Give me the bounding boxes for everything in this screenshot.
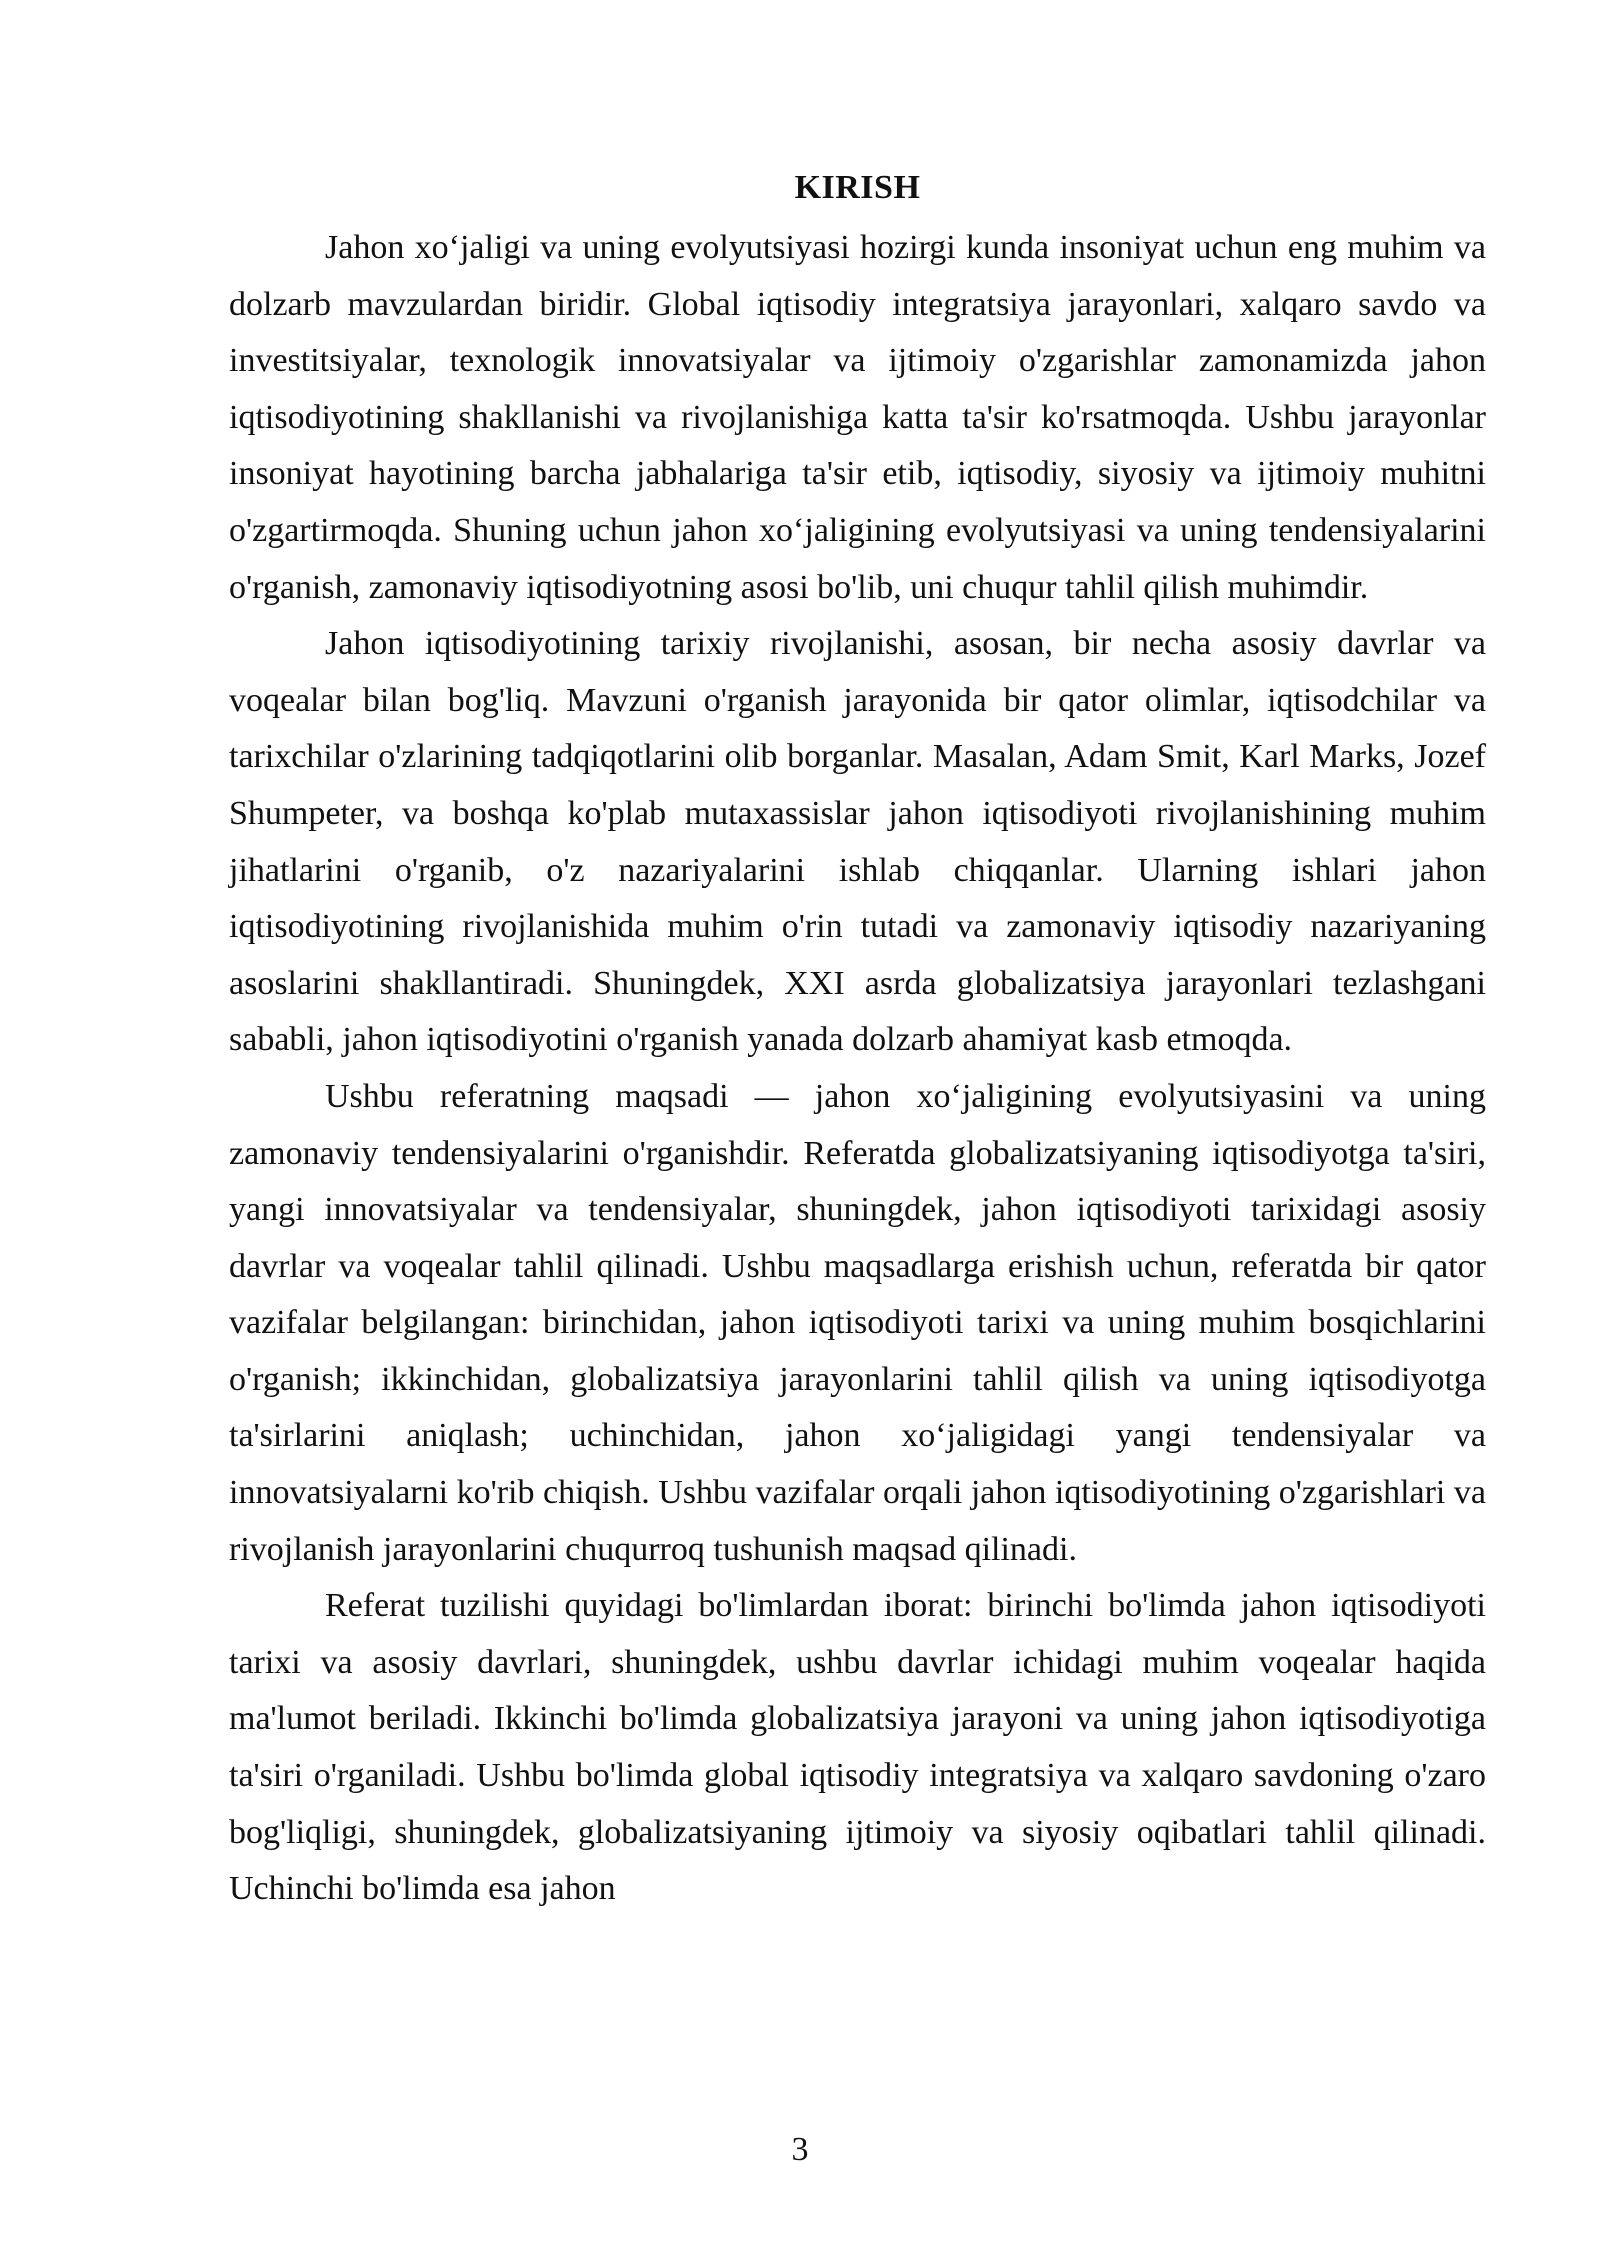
page-number: 3 bbox=[791, 2131, 809, 2168]
paragraph-2: Jahon iqtisodiyotining tarixiy rivojlanishi, asosan, bir necha asosiy davrlar va voqealar bilan bog'liq. Mavzuni o'rganish jarayonida bir qator olimlar, iqtisodchilar va tarixchilar o'zlarining tadqiqotlarini olib borganlar. Masalan, Adam Smit, Karl Marks, Jozef Shumpeter, va boshqa ko'plab mutaxassislar jahon iqtisodiyoti rivojlanishining muhim jihatlarini o'rganib, o'z nazariyalarini ishlab chiqqanlar. Ularning ishlari jahon iqtisodiyotining rivojlanishida muhim o'rin tutadi va zamonaviy iqtisodiy nazariyaning asoslarini shakllantiradi. Shuningdek, XXI asrda globalizatsiya jarayonlari tezlashgani sababli, jahon iqtisodiyotini o'rganish yanada dolzarb ahamiyat kasb etmoqda. bbox=[229, 625, 1486, 1059]
section-title: KIRISH bbox=[794, 169, 921, 206]
paragraph-1: Jahon xo‘jaligi va uning evolyutsiyasi hozirgi kunda insoniyat uchun eng muhim va dolzarb mavzulardan biridir. Global iqtisodiy integratsiya jarayonlari, xalqaro savdo va investitsiyalar, texnologik innovatsiyalar va ijtimoiy o'zgarishlar zamonamizda jahon iqtisodiyotining shakllanishi va rivojlanishiga katta ta'sir ko'rsatmoqda. Ushbu jarayonlar insoniyat hayotining barcha jabhalariga ta'sir etib, iqtisodiy, siyosiy va ijtimoiy muhitni o'zgartirmoqda. Shuning uchun jahon xo‘jaligining evolyutsiyasi va uning tendensiyalarini o'rganish, zamonaviy iqtisodiyotning asosi bo'lib, uni chuqur tahlil qilish muhimdir. bbox=[229, 229, 1486, 606]
paragraph-3: Ushbu referatning maqsadi — jahon xo‘jaligining evolyutsiyasini va uning zamonaviy tendensiyalarini o'rganishdir. Referatda globalizatsiyaning iqtisodiyotga ta'siri, yangi innovatsiyalar va tendensiyalar, shuningdek, jahon iqtisodiyoti tarixidagi asosiy davrlar va voqealar tahlil qilinadi. Ushbu maqsadlarga erishish uchun, referatda bir qator vazifalar belgilangan: birinchidan, jahon iqtisodiyoti tarixi va uning muhim bosqichlarini o'rganish; ikkinchidan, globalizatsiya jarayonlarini tahlil qilish va uning iqtisodiyotga ta'sirlarini aniqlash; uchinchidan, jahon xo‘jaligidagi yangi tendensiyalar va innovatsiyalarni ko'rib chiqish. Ushbu vazifalar orqali jahon iqtisodiyotining o'zgarishlari va rivojlanish jarayonlarini chuqurroq tushunish maqsad qilinadi. bbox=[229, 1077, 1486, 1568]
paragraph-4: Referat tuzilishi quyidagi bo'limlardan iborat: birinchi bo'limda jahon iqtisodiyoti tarixi va asosiy davrlari, shuningdek, ushbu davrlar ichidagi muhim voqealar haqida ma'lumot beriladi. Ikkinchi bo'limda globalizatsiya jarayoni va uning jahon iqtisodiyotiga ta'siri o'rganiladi. Ushbu bo'limda global iqtisodiy integratsiya va xalqaro savdoning o'zaro bog'liqligi, shuningdek, globalizatsiyaning ijtimoiy va siyosiy oqibatlari tahlil qilinadi. Uchinchi bo'limda esa jahon bbox=[229, 1587, 1486, 1908]
document-body bbox=[229, 160, 1486, 1918]
